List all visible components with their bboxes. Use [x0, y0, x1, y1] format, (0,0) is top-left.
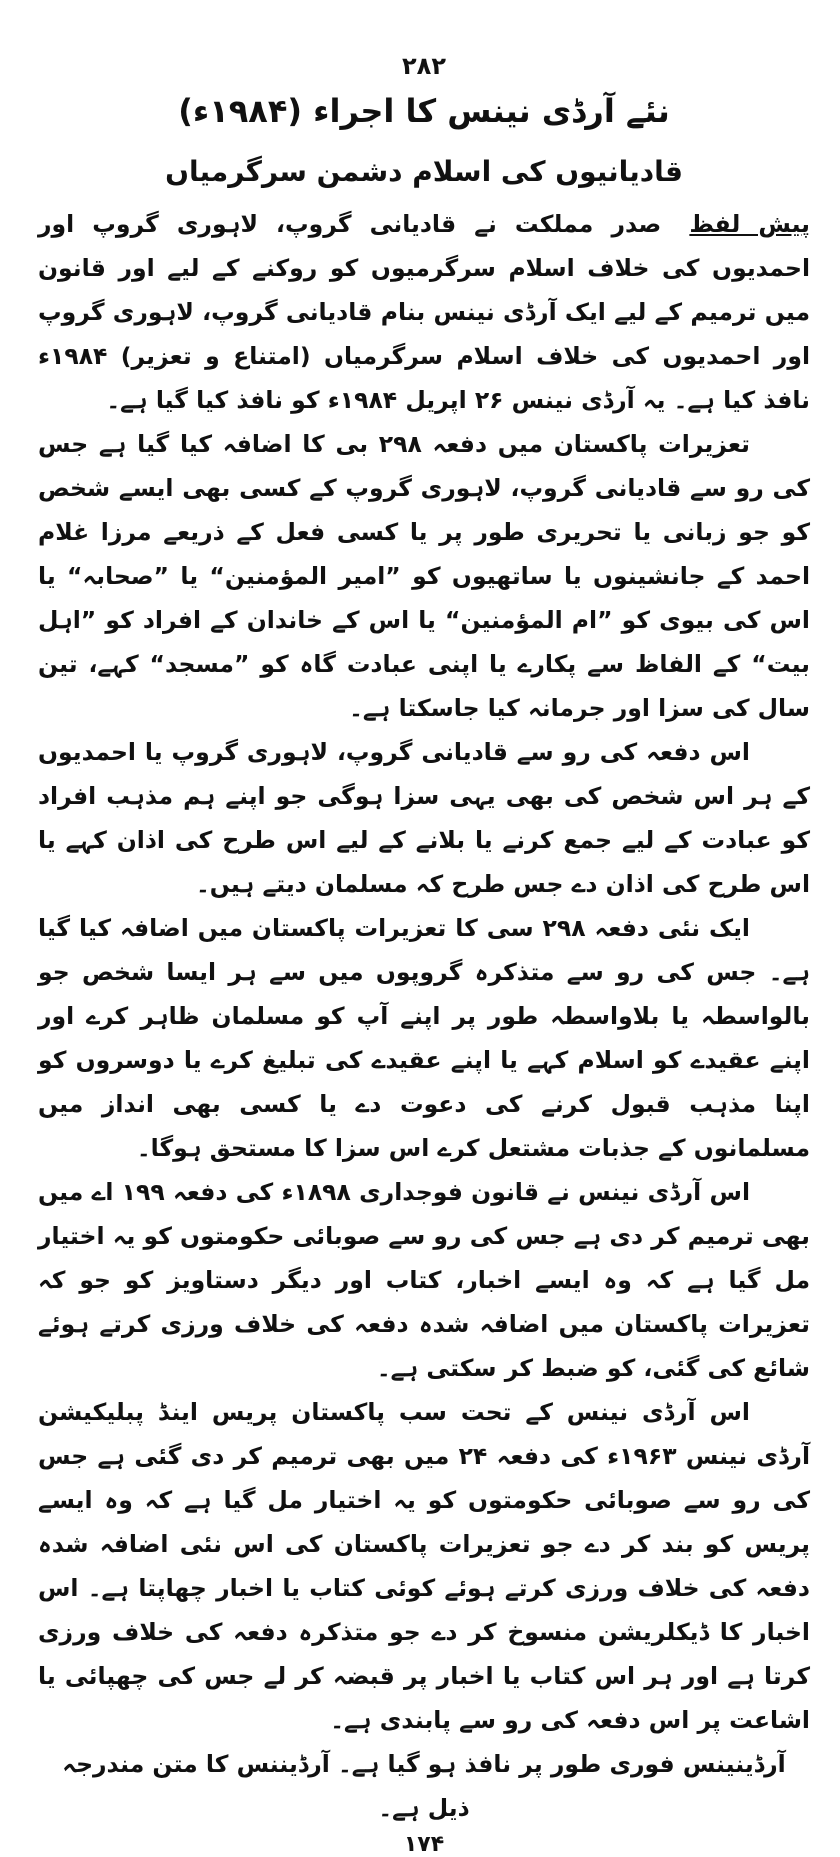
page-number-top: ۲۸۲: [402, 52, 446, 80]
paragraph-1: تعزیرات پاکستان میں دفعہ ۲۹۸ بی کا اضافہ کیا گیا ہے جس کی رو سے قادیانی گروپ، لاہوری گروپ کے کسی بھی ایسے شخص کو جو زبانی یا تحریری طور پر یا کسی فعل کے ذریعے مرزا غلام احمد کے جانشینوں یا ساتھیوں کو ”امیر المؤمنین“ یا ”صحابہ“ یا اس کی بیوی کو ”ام المؤمنین“ یا اس کے خاندان کے افراد کو ”اہل بیت“ کے الفاظ سے پکارے یا اپنی عبادت گاہ کو ”مسجد“ کہے، تین سال کی سزا اور جرمانہ کیا جاسکتا ہے۔: [38, 430, 810, 722]
paragraph-4: اس آرڈی نینس نے قانون فوجداری ۱۸۹۸ء کی دفعہ ۱۹۹ اے میں بھی ترمیم کر دی ہے جس کی رو سے صوبائی حکومتوں کو یہ اختیار مل گیا ہے کہ وہ ایسے اخبار، کتاب اور دیگر دستاویز کو جو کہ تعزیرات پاکستان میں اضافہ شدہ دفعہ کی خلاف ورزی کرتے ہوئے شائع کی گئی، کو ضبط کر سکتی ہے۔: [37, 1178, 810, 1382]
intro-text: صدر مملکت نے قادیانی گروپ، لاہوری گروپ اور احمدیوں کی خلاف اسلام سرگرمیوں کو روکنے کے لیے اور قانون میں ترمیم کے لیے ایک آرڈی نینس بنام قادیانی گروپ، لاہوری گروپ اور احمدیوں کی خلاف اسلام سرگرمیاں (امتناع و تعزیر) ۱۹۸۴ء نافذ کیا ہے۔ یہ آرڈی نینس ۲۶ اپریل ۱۹۸۴ء کو نافذ کیا گیا ہے۔: [38, 210, 810, 414]
paragraph-5: اس آرڈی نینس کے تحت سب پاکستان پریس اینڈ پبلیکیشن آرڈی نینس ۱۹۶۳ء کی دفعہ ۲۴ میں بھی ترمیم کر دی گئی ہے جس کی رو سے صوبائی حکومتوں کو یہ اختیار مل گیا ہے کہ وہ ایسے پریس کو بند کر دے جو تعزیرات پاکستان کی اس نئی اضافہ شدہ دفعہ کی خلاف ورزی کرتے ہوئے کوئی کتاب یا اخبار چھاپتا ہے۔ اس اخبار کا ڈیکلریشن منسوخ کر دے جو متذکرہ دفعہ کی خلاف ورزی کرتا ہے اور ہر اس کتاب یا اخبار پر قبضہ کر لے جس کی چھپائی یا اشاعت پر اس دفعہ کی رو سے پابندی ہے۔: [38, 1398, 810, 1734]
page-subtitle: قادیانیوں کی اسلام دشمن سرگرمیاں: [165, 155, 683, 188]
page-title: نئے آرڈی نینس کا اجراء (۱۹۸۴ء): [178, 92, 670, 130]
closing-paragraph: آرڈینینس فوری طور پر نافذ ہو گیا ہے۔ آرڈیننس کا متن مندرجہ ذیل ہے۔: [62, 1750, 786, 1822]
intro-paragraph: [38, 202, 810, 422]
paragraph-3: ایک نئی دفعہ ۲۹۸ سی کا تعزیرات پاکستان میں اضافہ کیا گیا ہے۔ جس کی رو سے متذکرہ گروپوں میں سے ہر ایسا شخص جو بالواسطہ یا بلاواسطہ طور پر اپنے آپ کو مسلمان ظاہر کرے اور اپنے عقیدے کو اسلام کہے یا اپنے عقیدے کی تبلیغ کرے یا دوسروں کو اپنا مذہب قبول کرنے کی دعوت دے یا کسی بھی انداز میں مسلمانوں کے جذبات مشتعل کرے اس سزا کا مستحق ہوگا۔: [38, 914, 810, 1162]
intro-label: پیش لفظ: [689, 210, 811, 238]
page-number-bottom: ۱۷۴: [403, 1832, 445, 1857]
paragraph-2: اس دفعہ کی رو سے قادیانی گروپ، لاہوری گروپ یا احمدیوں کے ہر اس شخص کی بھی یہی سزا ہوگی جو اپنے ہم مذہب افراد کو عبادت کے لیے جمع کرنے یا بلانے کے لیے اس طرح کی اذان کہے یا اس طرح کی اذان دے جس طرح کہ مسلمان دیتے ہیں۔: [38, 738, 810, 898]
